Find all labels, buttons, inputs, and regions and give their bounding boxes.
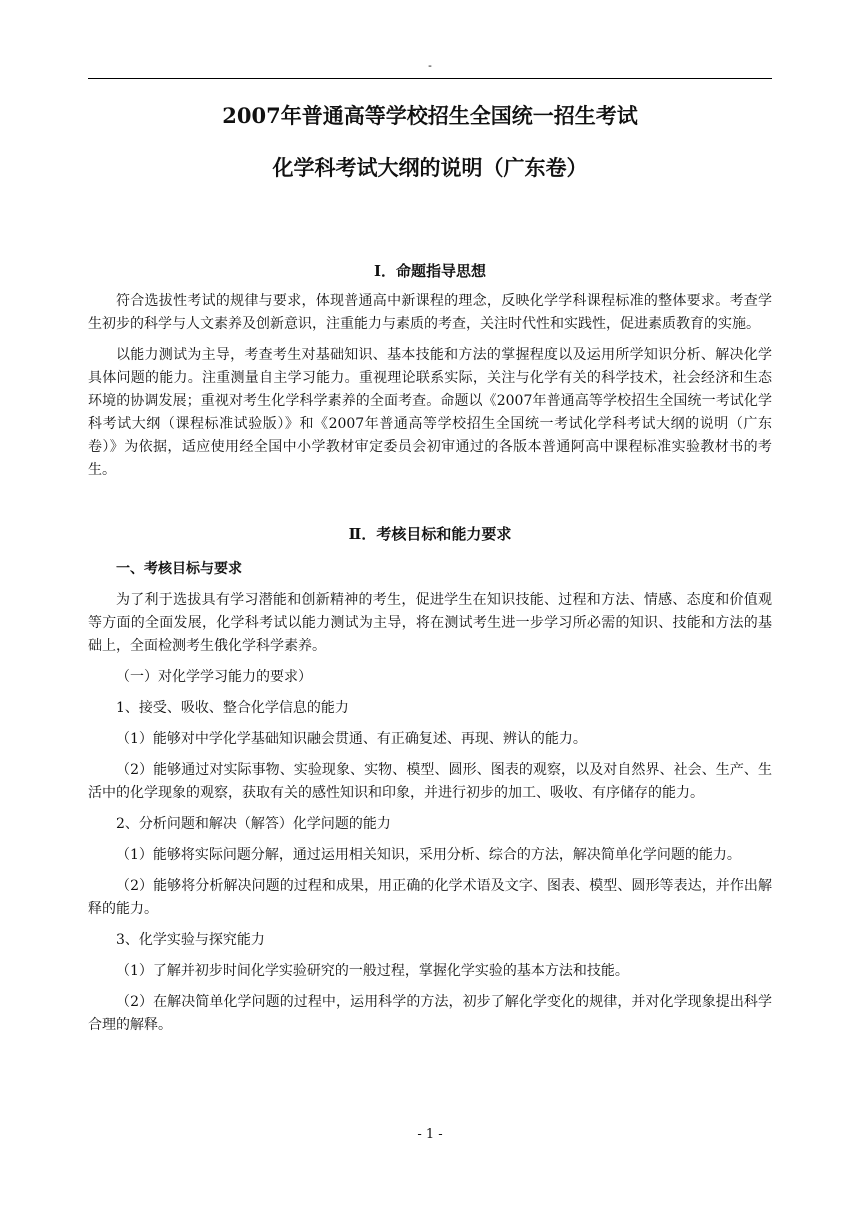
section-heading-assessment-goals: Ⅱ．考核目标和能力要求 bbox=[348, 525, 512, 543]
list-item: 1、接受、吸收、整合化学信息的能力 bbox=[116, 700, 349, 716]
document-title: 2007年普通高等学校招生全国统一招生考试 bbox=[222, 103, 638, 128]
list-item: （2）能够通过对实际事物、实验现象、实物、模型、圆形、图表的观察，以及对自然界、社会、生产、生活中的化学现象的观察，获取有关的感性知识和印象，并进行初步的加工、吸收、有序储存的能力。 bbox=[88, 762, 772, 801]
section-heading-guiding-principles: Ⅰ．命题指导思想 bbox=[373, 262, 487, 280]
document-subtitle: 化学科考试大纲的说明（广东卷） bbox=[272, 155, 588, 180]
list-item: （一）对化学学习能力的要求） bbox=[116, 669, 312, 685]
page-number: - 1 - bbox=[417, 1127, 443, 1142]
header-mark: - bbox=[428, 59, 432, 72]
list-item: 3、化学实验与探究能力 bbox=[116, 932, 265, 948]
list-item: （1）能够对中学化学基础知识融会贯通、有正确复述、再现、辨认的能力。 bbox=[116, 731, 587, 747]
paragraph: 以能力测试为主导，考查考生对基础知识、基本技能和方法的掌握程度以及运用所学知识分析、解决化学具体问题的能力。注重测量自主学习能力。重视理论联系实际，关注与化学有关的科学技术，社会经济和生态环境的协调发展；重视对考生化学科学素养的全面考查。命题以《2007年普通高等学校招生全国统一考试化学科考试大纲（课程标准试验版）》和《2007年普通高等学校招生全国统一考试化学科考试大纲的说明（广东卷）》为依据，适应使用经全国中小学教材审定委员会初审通过的各版本普通阿高中课程标准实验教材书的考生。 bbox=[88, 347, 772, 478]
paragraph: 为了利于选拔具有学习潜能和创新精神的考生，促进学生在知识技能、过程和方法、情感、态度和价值观等方面的全面发展，化学科考试以能力测试为主导，将在测试考生进一步学习所必需的知识、技能和方法的基础上，全面检测考生俄化学科学素养。 bbox=[88, 592, 772, 654]
paragraph: 符合选拔性考试的规律与要求，体现普通高中新课程的理念，反映化学学科课程标准的整体要求。考查学生初步的科学与人文素养及创新意识，注重能力与素质的考查，关注时代性和实践性，促进素质教育的实施。 bbox=[88, 293, 772, 332]
subsection-heading: 一、考核目标与要求 bbox=[116, 561, 242, 577]
list-item: 2、分析问题和解决（解答）化学问题的能力 bbox=[116, 816, 391, 832]
header-rule bbox=[88, 78, 772, 79]
list-item: （2）能够将分析解决问题的过程和成果，用正确的化学术语及文字、图表、模型、圆形等表达，并作出解释的能力。 bbox=[88, 878, 772, 917]
list-item: （1）能够将实际问题分解，通过运用相关知识，采用分析、综合的方法，解决简单化学问题的能力。 bbox=[116, 847, 741, 863]
list-item: （2）在解决简单化学问题的过程中，运用科学的方法，初步了解化学变化的规律，并对化学现象提出科学合理的解释。 bbox=[88, 994, 772, 1033]
document-body bbox=[88, 96, 772, 1037]
list-item: （1）了解并初步时间化学实验研究的一般过程，掌握化学实验的基本方法和技能。 bbox=[116, 963, 629, 979]
